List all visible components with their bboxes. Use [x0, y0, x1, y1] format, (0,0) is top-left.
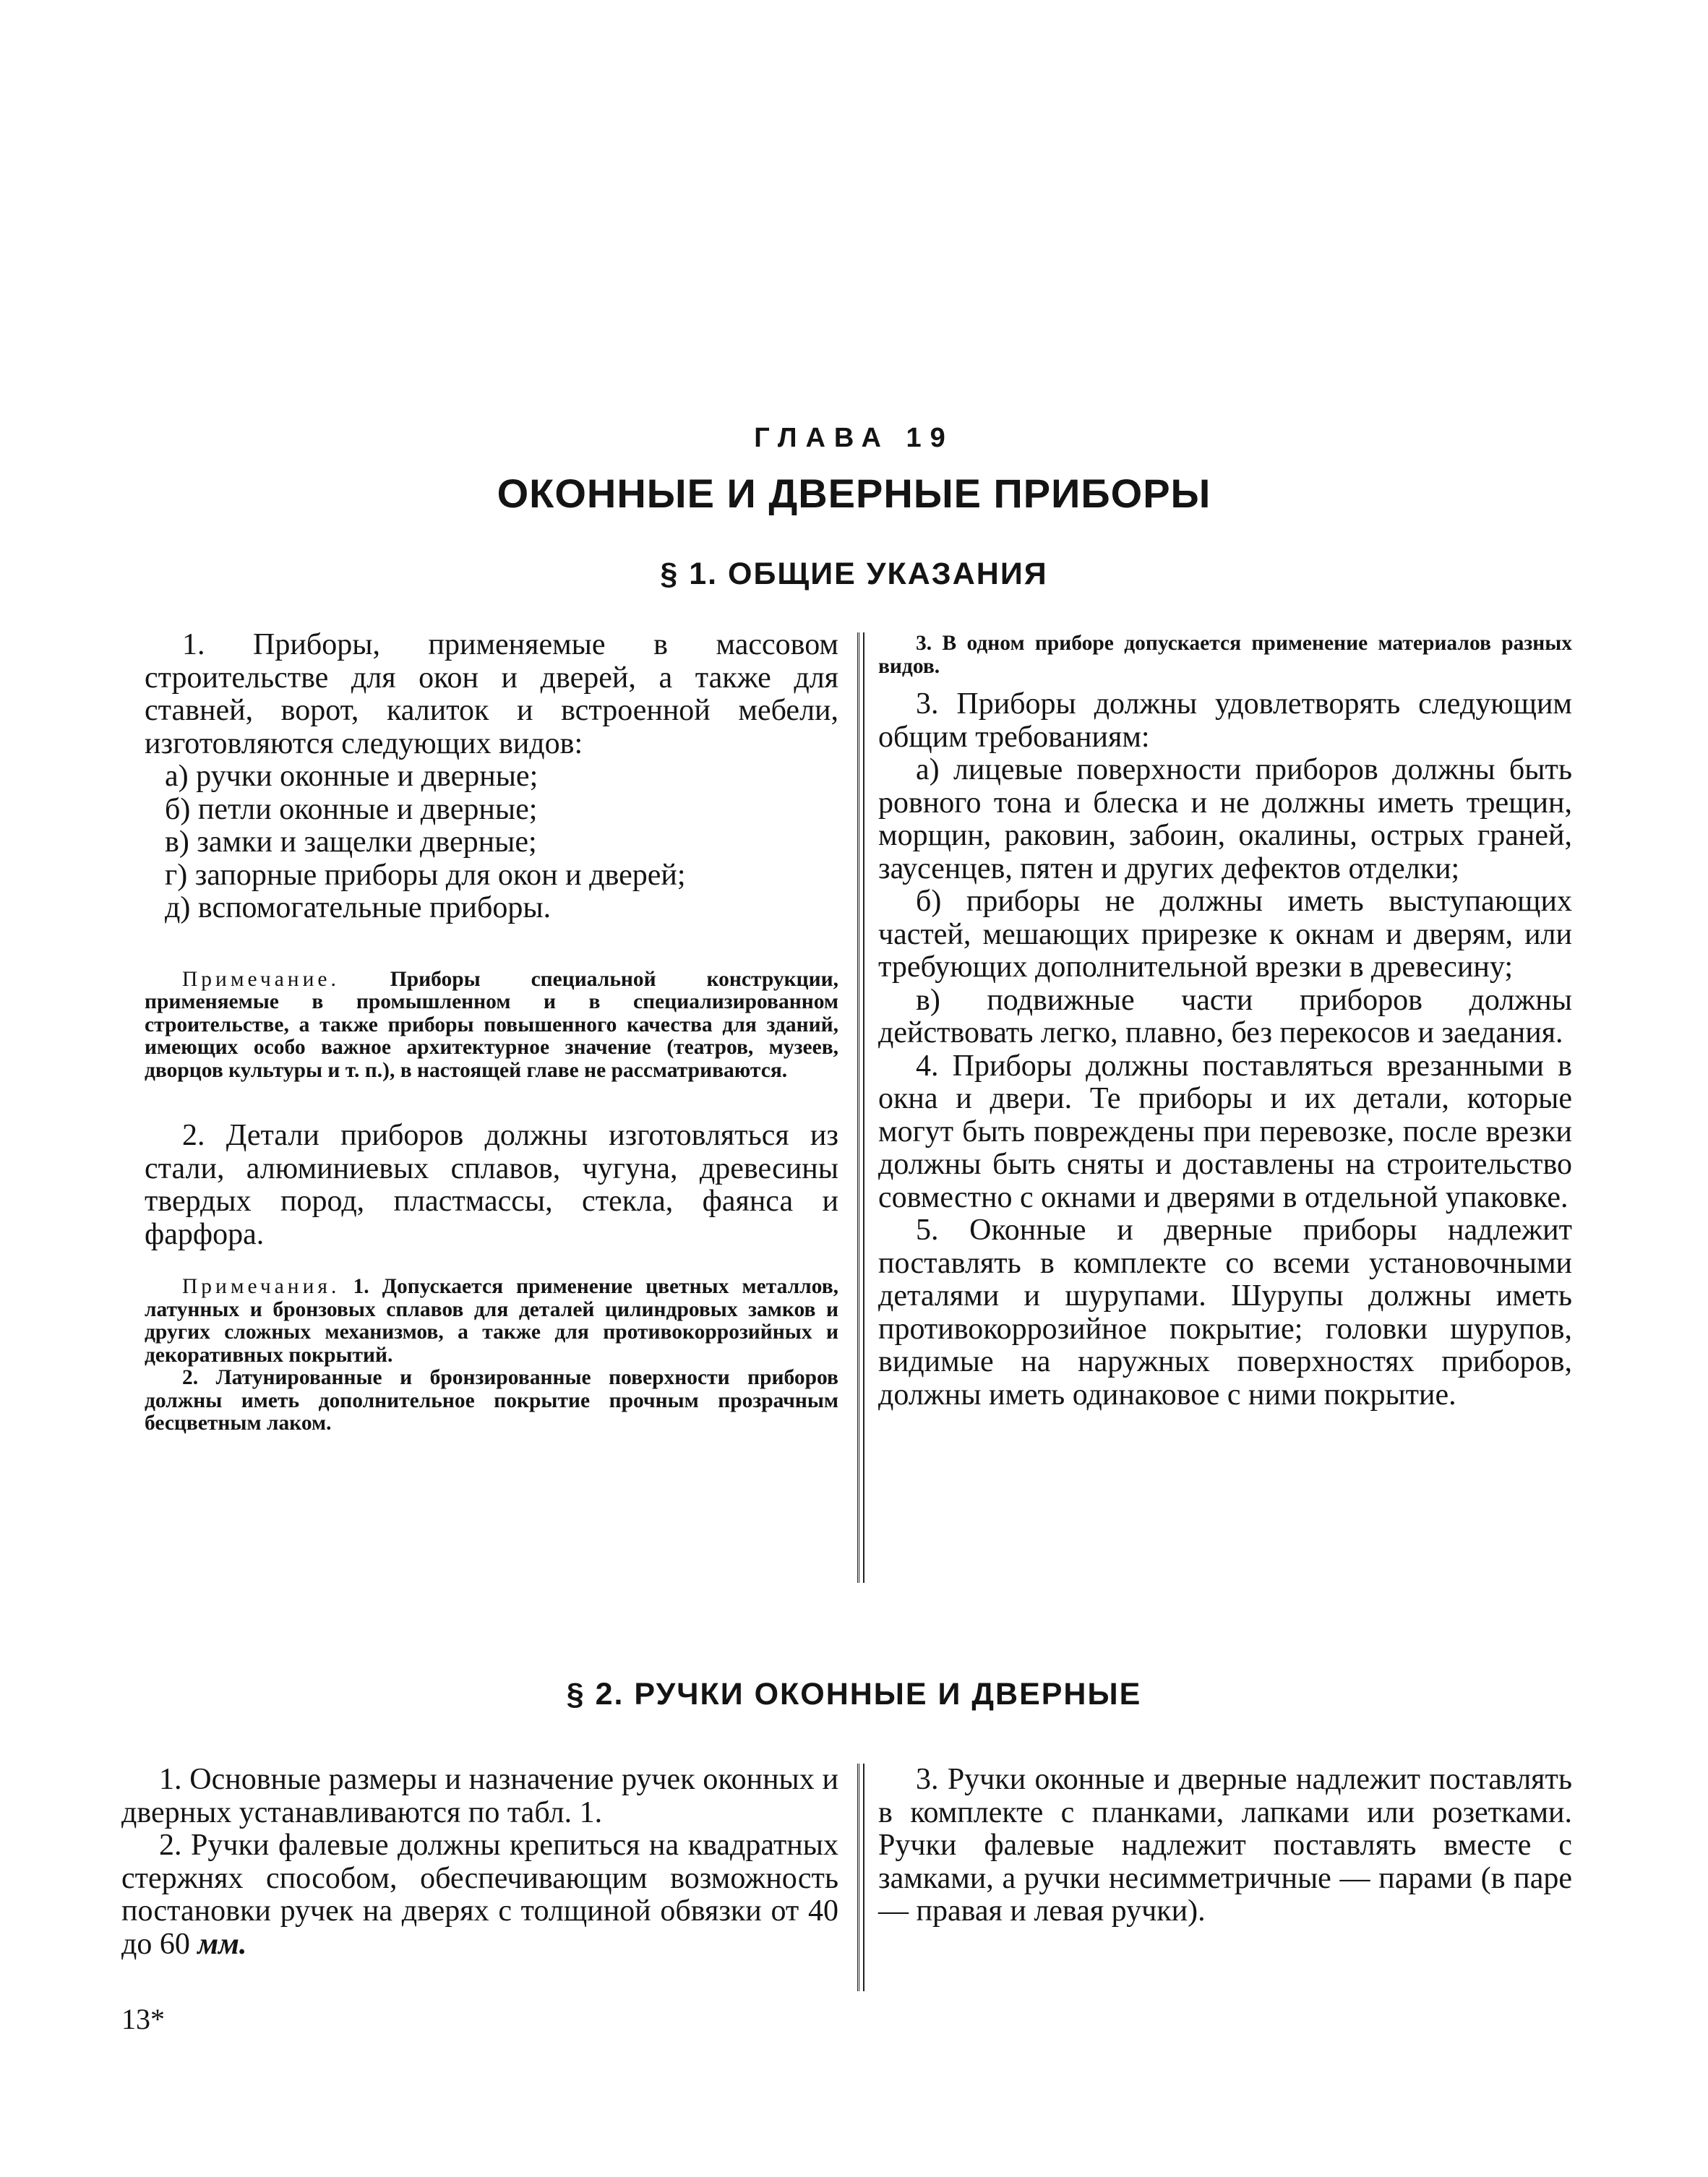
section-2-left-column	[121, 1764, 838, 1961]
paragraph-3: 3. Приборы должны удовлетворять следующим общим требованиям:	[878, 687, 1572, 754]
note-2-item-2: 2. Латунированные и бронзированные поверхности приборов должны иметь дополнительное покрытие прочным прозрачным бесцветным лаком.	[145, 1366, 838, 1435]
note-2-label: Примечания.	[182, 1275, 340, 1298]
list-item: а) ручки оконные и дверные;	[165, 760, 538, 793]
section-1-heading: § 1. ОБЩИЕ УКАЗАНИЯ	[660, 557, 1048, 591]
paragraph-2-text: 2. Ручки фалевые должны крепиться на квадратных стержнях способом, обеспечивающим возможность постановки ручек на дверях с толщиной обвязки от 40 до 60	[121, 1829, 838, 1961]
section-1-right-column	[878, 632, 1572, 1412]
note-1	[145, 969, 838, 1083]
note-3: 3. В одном приборе допускается применение материалов разных видов.	[878, 632, 1572, 678]
section-2-heading: § 2. РУЧКИ ОКОННЫЕ И ДВЕРНЫЕ	[566, 1677, 1142, 1712]
paragraph-4: 4. Приборы должны поставляться врезанными в окна и двери. Те приборы и их детали, которые могут быть повреждены при перевозке, после врезки должны быть сняты и доставлены на строительство совместно с окнами и дверями в отдельной упаковке.	[878, 1049, 1572, 1214]
paragraph-3a: а) лицевые поверхности приборов должны быть ровного тона и блеска и не должны иметь трещин, морщин, раковин, забоин, окалины, острых граней, заусенцев, пятен и других дефектов отделки;	[878, 753, 1572, 885]
page-number: 13*	[121, 2003, 165, 2035]
note-2	[145, 1276, 838, 1367]
paragraph-1: 1. Основные размеры и назначение ручек оконных и дверных устанавливаются по табл. 1.	[121, 1763, 838, 1829]
column-divider	[857, 632, 864, 1583]
chapter-title: ОКОННЫЕ И ДВЕРНЫЕ ПРИБОРЫ	[497, 471, 1211, 516]
note-1-text: Приборы специальной конструкции, применяемые в промышленном и в специализированном строительстве, а также приборы повышенного качества для зданий, имеющих особо важное архитектурное значение (театров, музеев, дворцов культуры и т. п.), в настоящей главе не рассматриваются.	[145, 967, 839, 1082]
note-1-label: Примечание.	[182, 967, 340, 991]
paragraph-1: 1. Приборы, применяемые в массовом строительстве для окон и дверей, а также для ставней, ворот, калиток и встроенной мебели, изготовляются следующих видов:	[145, 628, 838, 760]
list-item: б) петли оконные и дверные;	[165, 792, 538, 826]
unit-mm: мм.	[197, 1927, 247, 1961]
list-item: д) вспомогательные приборы.	[165, 891, 552, 924]
column-divider	[857, 1764, 864, 1991]
chapter-label: ГЛАВА 19	[754, 423, 954, 453]
paragraph-5: 5. Оконные и дверные приборы надлежит поставлять в комплекте со всеми установочными деталями и шурупами. Шурупы должны иметь противокоррозийное покрытие; головки шурупов, видимые на наружных поверхностях приборов, должны иметь одинаковое с ними покрытие.	[878, 1214, 1572, 1412]
list-item: г) запорные приборы для окон и дверей;	[165, 858, 686, 892]
paragraph-3c: в) подвижные части приборов должны действовать легко, плавно, без перекосов и заедания.	[878, 983, 1572, 1049]
list-item: в) замки и защелки дверные;	[165, 825, 537, 859]
paragraph-3b: б) приборы не должны иметь выступающих частей, мешающих прирезке к окнам и дверям, или требующих дополнительной врезки в древесину;	[878, 885, 1572, 984]
note-2-text-1: 1. Допускается применение цветных металлов, латунных и бронзовых сплавов для деталей цилиндровых замков и других сложных механизмов, а также для противокоррозийных и декоративных покрытий.	[145, 1275, 839, 1367]
paragraph-2	[121, 1829, 838, 1961]
device-types-list	[145, 760, 838, 925]
section-1-left-column	[145, 629, 838, 1435]
paragraph-3: 3. Ручки оконные и дверные надлежит поставлять в комплекте с планками, лапками или розетками. Ручки фалевые надлежит поставлять вместе с замками, а ручки несимметричные — парами (в паре — правая и левая ручки).	[878, 1763, 1572, 1928]
section-2-right-column	[878, 1764, 1572, 1928]
paragraph-2: 2. Детали приборов должны изготовляться из стали, алюминиевых сплавов, чугуна, древесины твердых пород, пластмассы, стекла, фаянса и фарфора.	[145, 1119, 838, 1251]
